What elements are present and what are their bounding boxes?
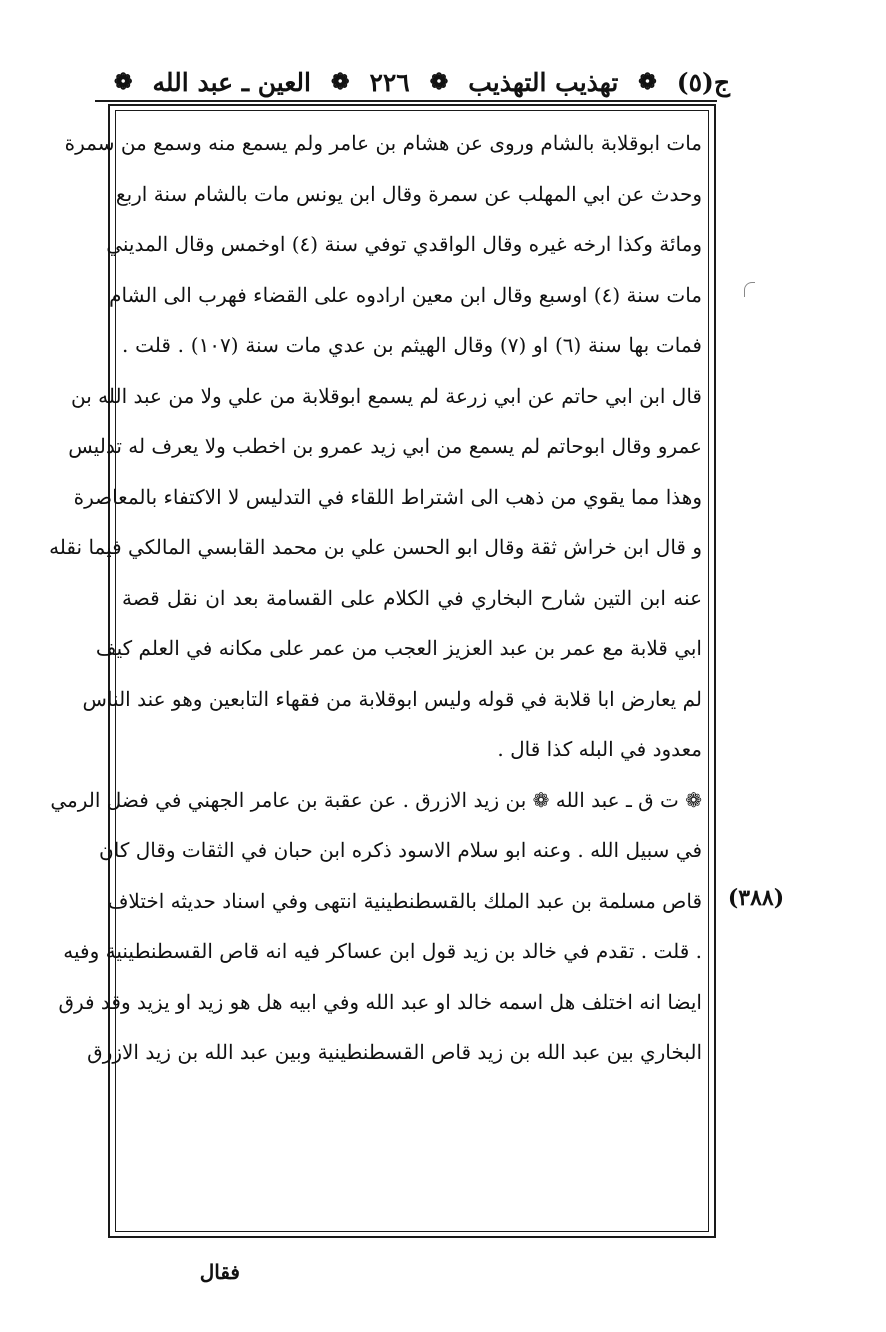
header-ornament: ❁ bbox=[330, 69, 350, 95]
text-line: مات سنة (٤) اوسبع وقال ابن معين ارادوه على القضاء فهرب الى الشام bbox=[109, 282, 702, 307]
text-line: ايضا انه اختلف هل اسمه خالد او عبد الله وفي ابيه هل هو زيد او يزيد وقد فرق bbox=[58, 989, 702, 1014]
header-ornament: ❁ bbox=[638, 69, 657, 95]
text-line: لم يعارض ابا قلابة في قوله وليس ابوقلابة من فقهاء التابعين وهو عند الناس bbox=[82, 686, 702, 711]
margin-mark bbox=[744, 282, 755, 297]
text-line: ومائة وكذا ارخه غيره وقال الواقدي توفي سنة (٤) اوخمس وقال المديني bbox=[106, 232, 702, 256]
text-line: و قال ابن خراش ثقة وقال ابو الحسن علي بن محمد القابسي المالكي فيما نقله bbox=[49, 535, 702, 559]
running-header bbox=[110, 60, 730, 104]
text-line: . قلت . تقدم في خالد بن زيد قول ابن عساكر فيه انه قاص القسطنطينية وفيه bbox=[63, 939, 702, 963]
text-line: قال ابن ابي حاتم عن ابي زرعة لم يسمع ابوقلابة من علي ولا من عبد الله بن bbox=[71, 383, 702, 408]
header-rule bbox=[95, 100, 717, 102]
entry-heading-line: ❁ ت ق ـ عبد الله ❁ بن زيد الازرق . عن عقبة بن عامر الجهني في فضل الرمي bbox=[50, 787, 702, 812]
text-line: ابي قلابة مع عمر بن عبد العزيز العجب من عمر على مكانه في العلم كيف bbox=[95, 636, 702, 660]
catchword: فقال bbox=[199, 1260, 240, 1284]
header-ornament: ❁ bbox=[114, 69, 133, 95]
text-line: معدود في البله كذا قال . bbox=[497, 737, 702, 761]
page-number: ٢٢٦ bbox=[369, 67, 410, 97]
header-ornament: ❁ bbox=[429, 69, 449, 95]
text-line: قاص مسلمة بن عبد الملك بالقسطنطينية انتهى وفي اسناد حديثه اختلاف bbox=[107, 888, 702, 913]
text-line: مات ابوقلابة بالشام وروى عن هشام بن عامر ولم يسمع منه وسمع من سمرة bbox=[64, 131, 702, 155]
volume-label: ج(٥) bbox=[676, 67, 730, 97]
section-label: العين ـ عبد الله bbox=[152, 67, 311, 97]
book-title: تهذيب التهذيب bbox=[468, 67, 619, 97]
text-line: البخاري بين عبد الله بن زيد قاص القسطنطينية وبين عبد الله بن زيد الازرق bbox=[87, 1040, 702, 1064]
text-line: في سبيل الله . وعنه ابو سلام الاسود ذكره ابن حبان في الثقات وقال كان bbox=[99, 838, 702, 862]
text-line: وحدث عن ابي المهلب عن سمرة وقال ابن يونس مات بالشام سنة اربع bbox=[115, 181, 702, 206]
text-line: عمرو وقال ابوحاتم لم يسمع من ابي زيد عمرو بن اخطب ولا يعرف له تدليس bbox=[68, 434, 702, 458]
text-line: عنه ابن التين شارح البخاري في الكلام على القسامة بعد ان نقل قصة bbox=[122, 585, 702, 610]
text-line: فمات بها سنة (٦) او (٧) وقال الهيثم بن عدي مات سنة (١٠٧) . قلت . bbox=[122, 333, 702, 357]
body-text bbox=[49, 118, 702, 1078]
entry-number: (٣٨٨) bbox=[727, 885, 785, 911]
text-line: وهذا مما يقوي من ذهب الى اشتراط اللقاء في التدليس لا الاكتفاء بالمعاصرة bbox=[73, 484, 702, 509]
